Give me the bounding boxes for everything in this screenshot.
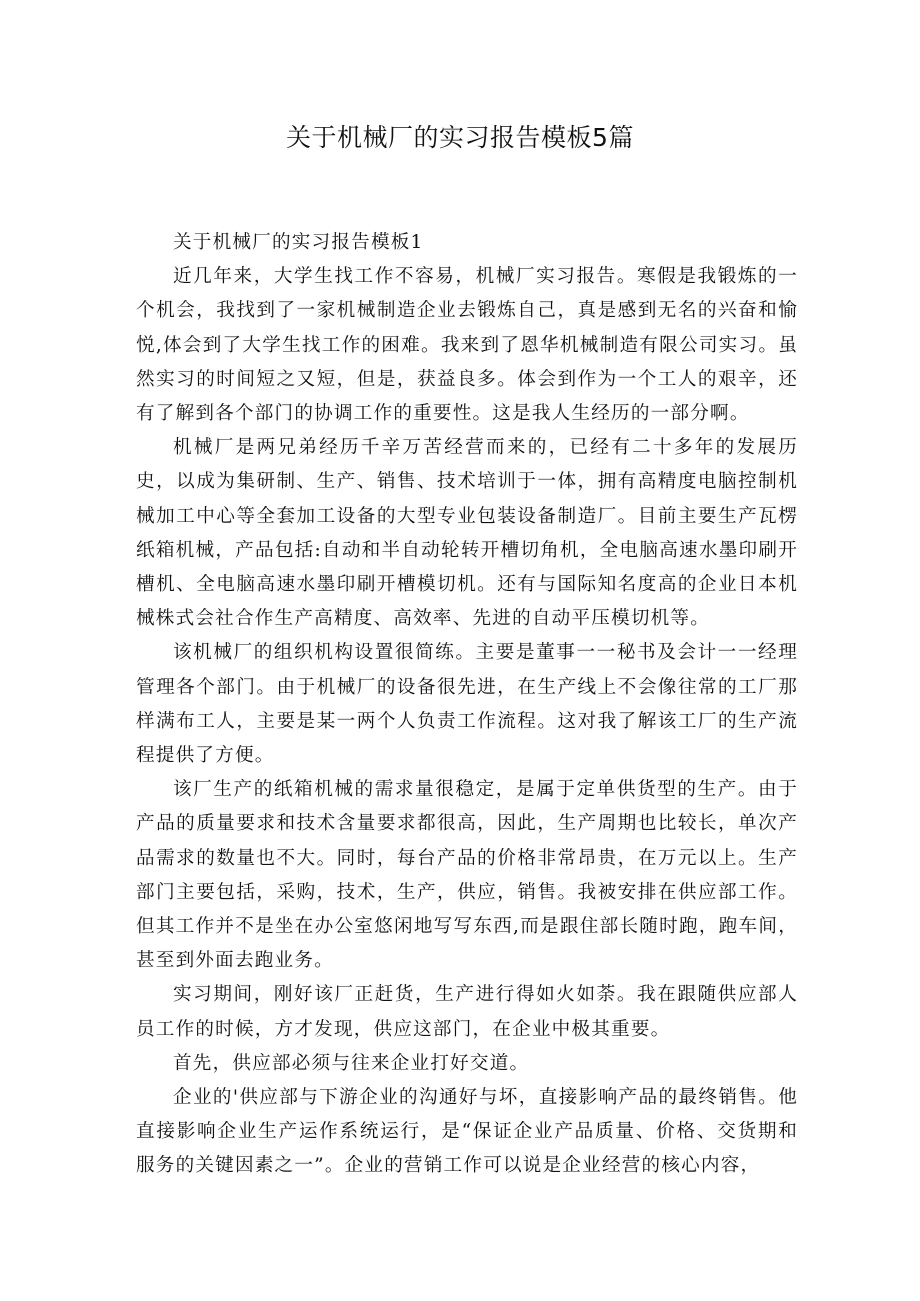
paragraph: 首先，供应部必须与往来企业打好交道。 [173,1052,530,1074]
paragraph: 企业的'供应部与下游企业的沟通好与坏，直接影响产品的最终销售。他直接影响企业生产运作系统运行，是“保证企业产品质量、价格、交货期和服务的关键因素之一”。企业的营销工作可以说是企业经营的核心内容， [136,1087,798,1177]
document-body [136,226,798,1184]
paragraph: 实习期间，刚好该厂正赶货，生产进行得如火如荼。我在跟随供应部人员工作的时候，方才发现，供应这部门，在企业中极其重要。 [136,984,798,1040]
section-heading: 关于机械厂的实习报告模板1 [173,232,424,253]
paragraph: 该机械厂的组织机构设置很简练。主要是董事一一秘书及会计一一经理管理各个部门。由于机械厂的设备很先进，在生产线上不会像往常的工厂那样满布工人，主要是某一两个人负责工作流程。这对我了解该工厂的生产流程提供了方便。 [136,642,798,767]
document-title: 关于机械厂的实习报告模板5篇 [286,123,634,152]
paragraph: 机械厂是两兄弟经历千辛万苦经营而来的，已经有二十多年的发展历史，以成为集研制、生产、销售、技术培训于一体，拥有高精度电脑控制机械加工中心等全套加工设备的大型专业包装设备制造厂。目前主要生产瓦楞纸箱机械，产品包括:自动和半自动轮转开槽切角机，全电脑高速水墨印刷开槽机、全电脑高速水墨印刷开槽模切机。还有与国际知名度高的企业日本机械株式会社合作生产高精度、高效率、先进的自动平压模切机等。 [136,437,798,630]
paragraph: 该厂生产的纸箱机械的需求量很稳定，是属于定单供货型的生产。由于产品的质量要求和技术含量要求都很高，因此，生产周期也比较长，单次产品需求的数量也不大。同时，每台产品的价格非常昂贵，在万元以上。生产部门主要包括，采购，技术，生产，供应，销售。我被安排在供应部工作。但其工作并不是坐在办公室悠闲地写写东西,而是跟住部长随时跑，跑车间，甚至到外面去跑业务。 [136,779,798,972]
paragraph: 近几年来，大学生找工作不容易，机械厂实习报告。寒假是我锻炼的一个机会，我找到了一家机械制造企业去锻炼自己，真是感到无名的兴奋和愉悦,体会到了大学生找工作的困难。我来到了恩华机械制造有限公司实习。虽然实习的时间短之又短，但是，获益良多。体会到作为一个工人的艰辛，还有了解到各个部门的协调工作的重要性。这是我人生经历的一部分啊。 [136,266,798,425]
